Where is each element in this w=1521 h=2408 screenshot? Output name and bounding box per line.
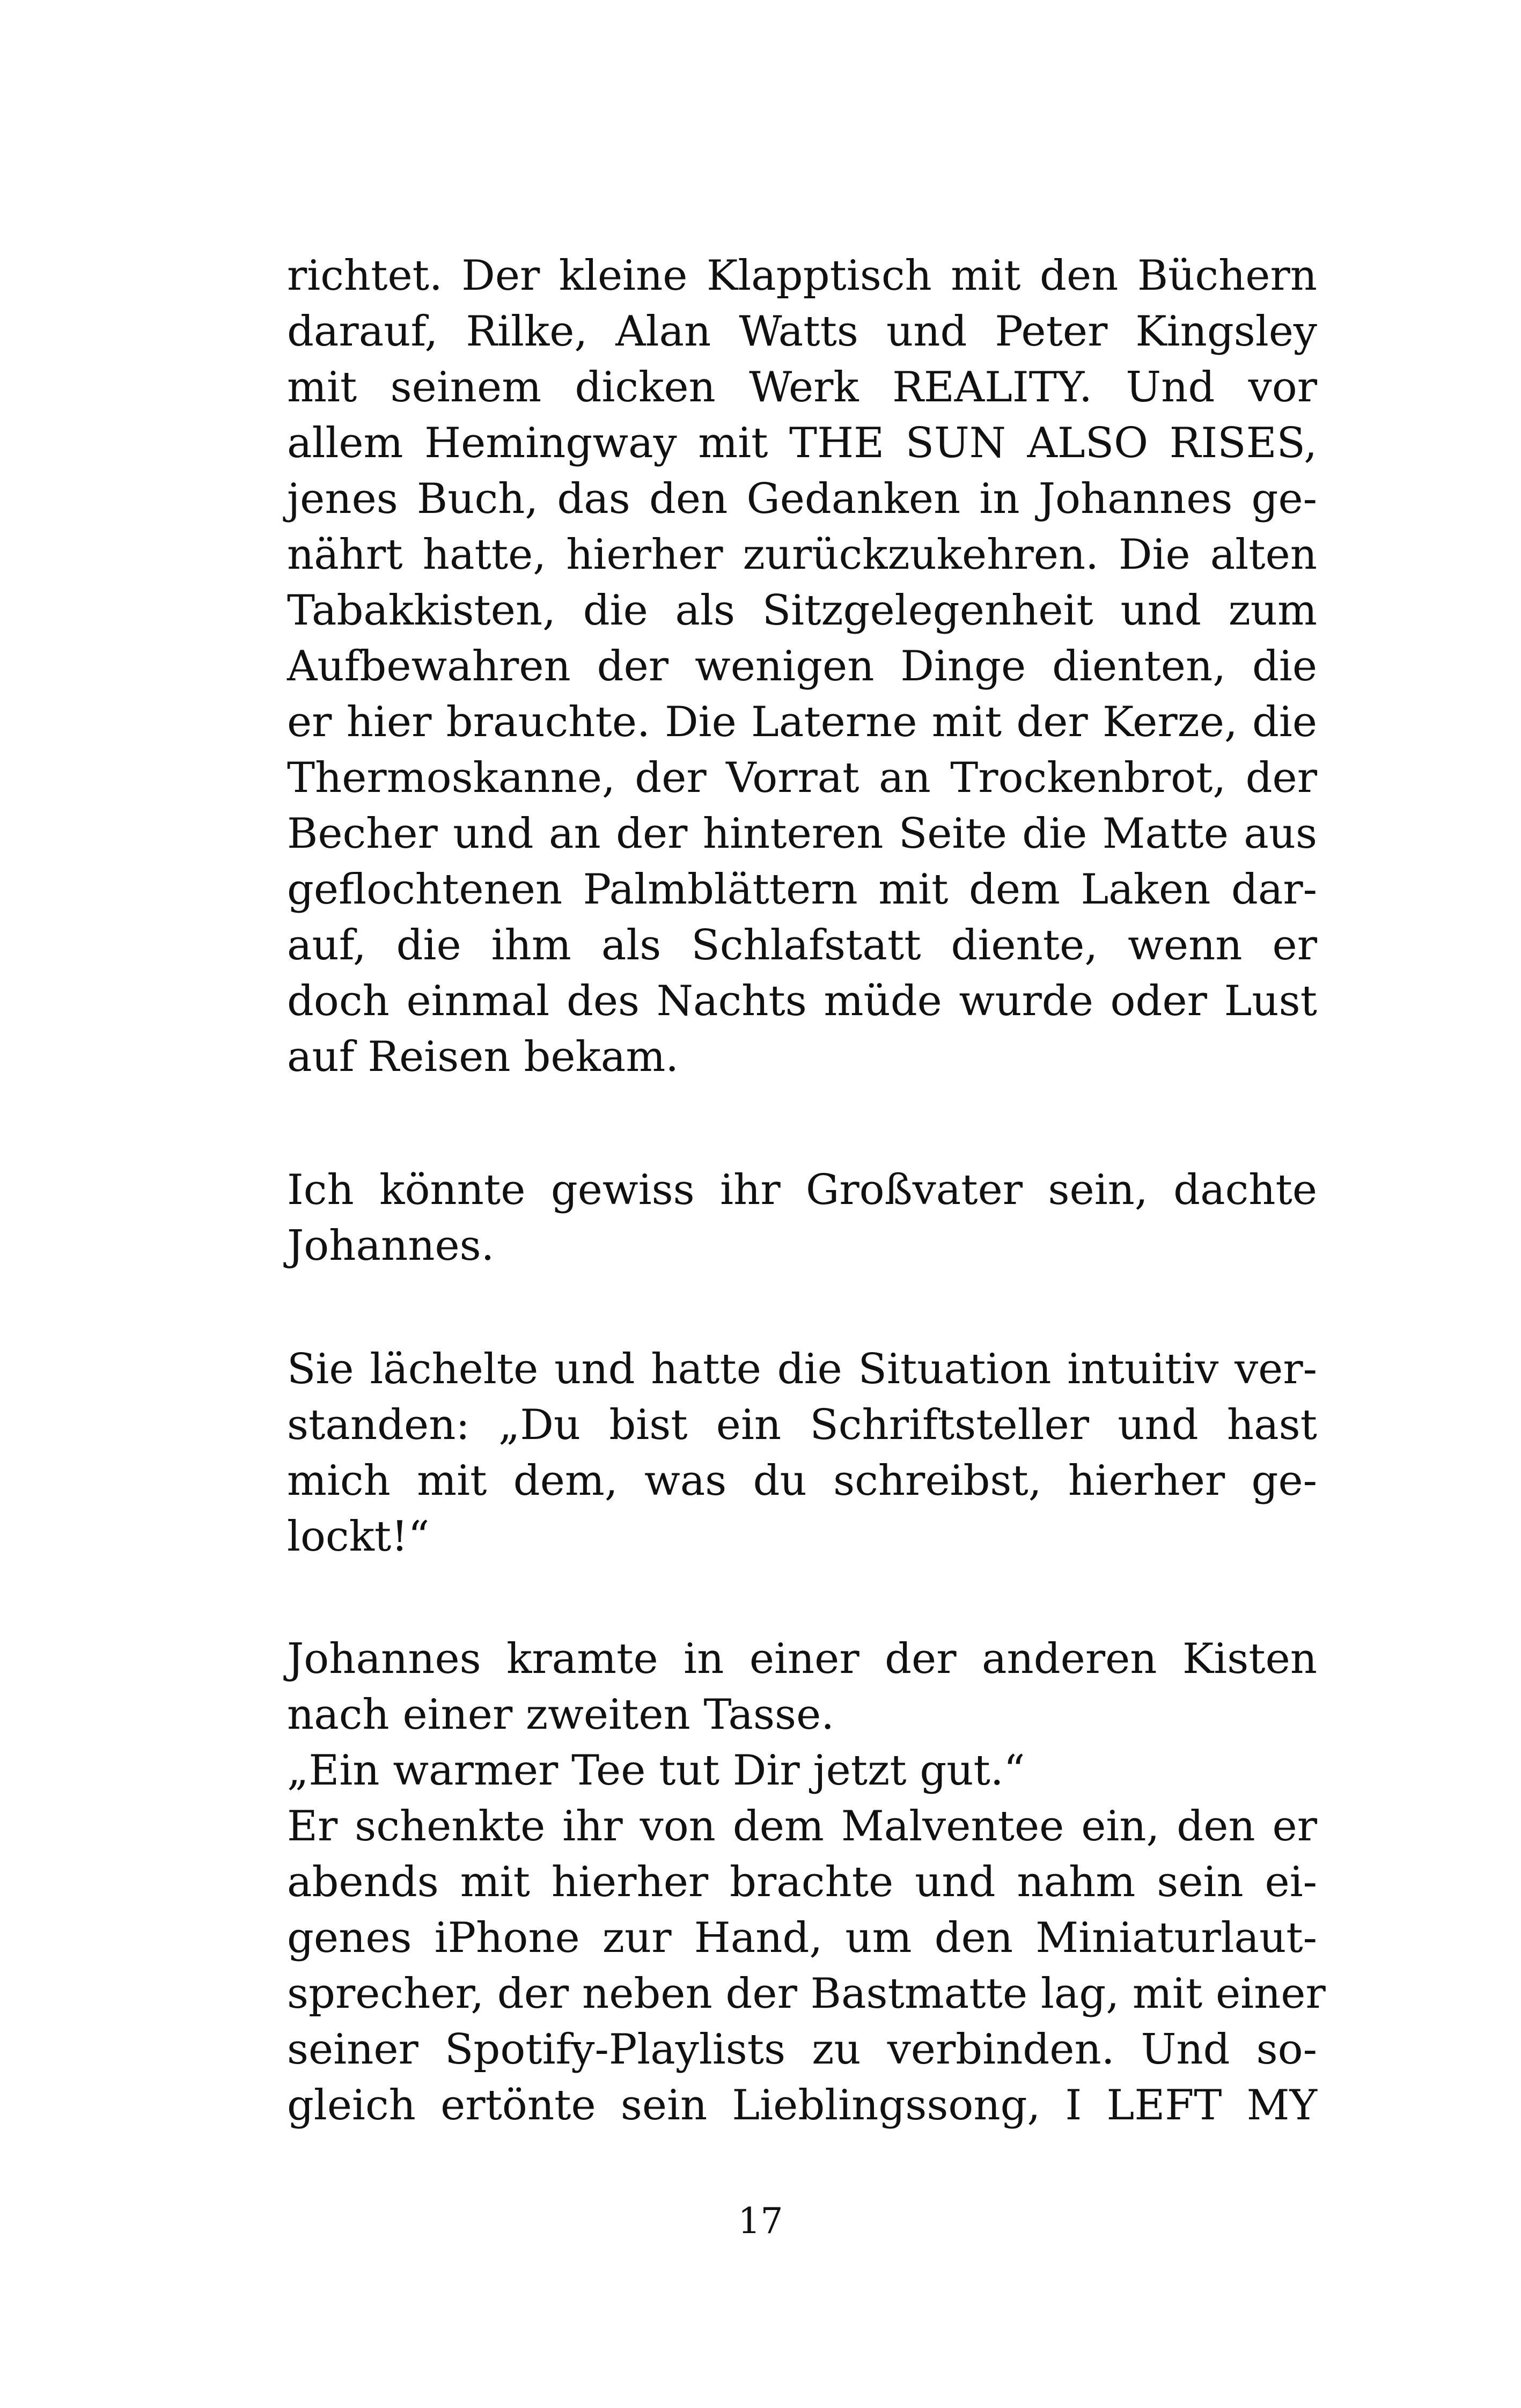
text-line: auf, die ihm als Schlafstatt diente, wenn er: [287, 921, 1317, 970]
text-line: Sie lächelte und hatte die Situation intuitiv ver-: [287, 1345, 1317, 1393]
text-line: mit seinem dicken Werk REALITY. Und vor: [287, 363, 1317, 412]
text-line: doch einmal des Nachts müde wurde oder Lust: [287, 977, 1317, 1025]
text-line: Johannes kramte in einer der anderen Kisten: [287, 1635, 1317, 1683]
text-line: Becher und an der hinteren Seite die Matte aus: [287, 810, 1317, 858]
text-line: lockt!“: [287, 1513, 430, 1561]
text-line: standen: „Du bist ein Schriftsteller und hast: [287, 1401, 1317, 1449]
page-number: 17: [738, 2200, 783, 2242]
text-line: auf Reisen bekam.: [287, 1033, 679, 1081]
text-line: Tabakkisten, die als Sitzgelegenheit und zum: [287, 586, 1317, 635]
text-line: abends mit hierher brachte und nahm sein ei-: [287, 1858, 1317, 1906]
text-line: geflochtenen Palmblättern mit dem Laken dar-: [287, 865, 1317, 914]
text-line: jenes Buch, das den Gedanken in Johannes ge-: [287, 475, 1317, 523]
text-line: Johannes.: [287, 1222, 495, 1270]
text-line: er hier brauchte. Die Laterne mit der Kerze, die: [287, 698, 1317, 746]
paragraph-3: [287, 1341, 1317, 1565]
text-line: richtet. Der kleine Klapptisch mit den Büchern: [287, 252, 1317, 300]
text-line: Aufbewahren der wenigen Dinge dienten, die: [287, 642, 1317, 691]
text-line: gleich ertönte sein Lieblingssong, I LEFT MY: [287, 2081, 1317, 2130]
text-line: nach einer zweiten Tasse.: [287, 1691, 835, 1739]
text-line: seiner Spotify-Playlists zu verbinden. Und so-: [287, 2025, 1317, 2074]
text-line: genes iPhone zur Hand, um den Miniaturlaut-: [287, 1914, 1317, 1962]
text-line: allem Hemingway mit THE SUN ALSO RISES,: [287, 419, 1317, 467]
paragraph-4: [287, 1631, 1326, 2133]
text-line: „Ein warmer Tee tut Dir jetzt gut.“: [287, 1746, 1025, 1795]
text-line: sprecher, der neben der Bastmatte lag, mit einer: [287, 1970, 1326, 2018]
text-line: Er schenkte ihr von dem Malventee ein, den er: [287, 1802, 1317, 1851]
text-line: Thermoskanne, der Vorrat an Trockenbrot, der: [287, 754, 1317, 802]
text-line: mich mit dem, was du schreibst, hierher ge-: [287, 1457, 1317, 1505]
paragraph-1: [287, 248, 1317, 1085]
text-line: Ich könnte gewiss ihr Großvater sein, dachte: [287, 1166, 1317, 1214]
paragraph-2: [287, 1162, 1317, 1274]
text-line: darauf, Rilke, Alan Watts und Peter Kingsley: [287, 307, 1317, 356]
text-line: nährt hatte, hierher zurückzukehren. Die alten: [287, 531, 1317, 579]
